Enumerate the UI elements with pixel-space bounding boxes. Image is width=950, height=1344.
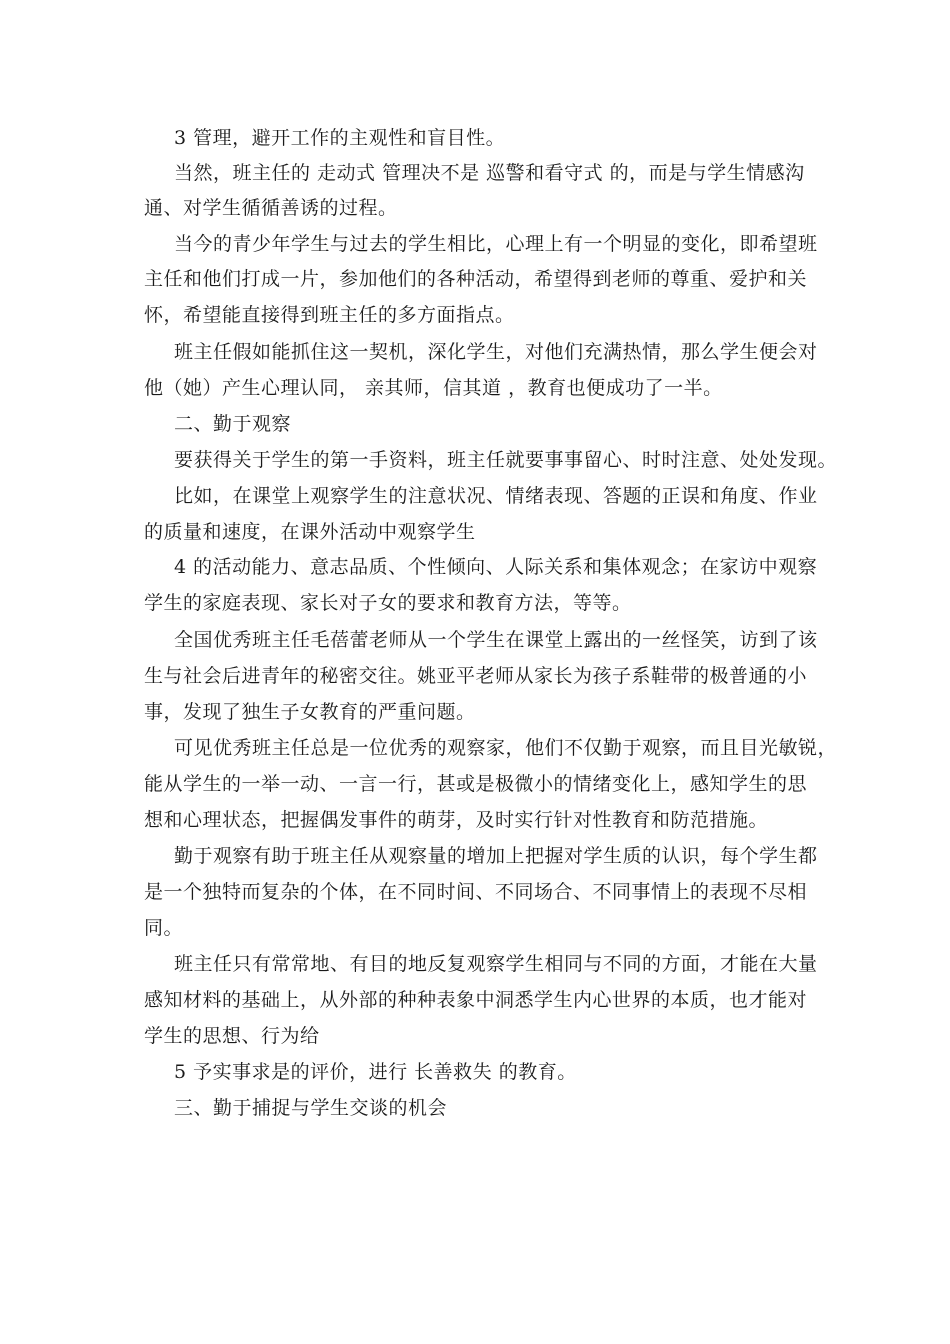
text-line: 当今的青少年学生与过去的学生相比，心理上有一个明显的变化，即希望班 bbox=[174, 233, 818, 255]
text-line: 他（她）产生心理认同， 亲其师，信其道 ，教育也便成功了一半。 bbox=[144, 377, 723, 399]
text-line: 4 的活动能力、意志品质、个性倾向、人际关系和集体观念；在家访中观察 bbox=[174, 556, 818, 578]
text-line: 勤于观察有助于班主任从观察量的增加上把握对学生质的认识，每个学生都 bbox=[174, 845, 818, 867]
section-heading: 二、勤于观察 bbox=[174, 413, 292, 435]
text-line: 生与社会后进青年的秘密交往。姚亚平老师从家长为孩子系鞋带的极普通的小 bbox=[144, 665, 808, 687]
text-line: 学生的思想、行为给 bbox=[144, 1025, 320, 1047]
text-line: 的质量和速度，在课外活动中观察学生 bbox=[144, 521, 476, 543]
text-line: 是一个独特而复杂的个体，在不同时间、不同场合、不同事情上的表现不尽相 bbox=[144, 881, 808, 903]
text-line: 比如，在课堂上观察学生的注意状况、情绪表现、答题的正误和角度、作业 bbox=[174, 485, 818, 507]
section-heading: 三、勤于捕捉与学生交谈的机会 bbox=[174, 1097, 448, 1119]
text-line: 3 管理，避开工作的主观性和盲目性。 bbox=[174, 127, 506, 149]
text-line: 当然，班主任的 走动式 管理决不是 巡警和看守式 的，而是与学生情感沟 bbox=[174, 162, 805, 184]
text-line: 全国优秀班主任毛蓓蕾老师从一个学生在课堂上露出的一丝怪笑，访到了该 bbox=[174, 629, 818, 651]
text-line: 5 予实事求是的评价，进行 长善救失 的教育。 bbox=[174, 1061, 577, 1083]
text-line: 能从学生的一举一动、一言一行，甚或是极微小的情绪变化上，感知学生的思 bbox=[144, 773, 808, 795]
text-line: 感知材料的基础上，从外部的种种表象中洞悉学生内心世界的本质，也才能对 bbox=[144, 989, 808, 1011]
text-line: 班主任只有常常地、有目的地反复观察学生相同与不同的方面，才能在大量 bbox=[174, 953, 818, 975]
text-line: 同。 bbox=[144, 917, 184, 939]
text-line: 事，发现了独生子女教育的严重问题。 bbox=[144, 701, 476, 723]
text-line: 怀，希望能直接得到班主任的多方面指点。 bbox=[144, 304, 515, 326]
text-line: 学生的家庭表现、家长对子女的要求和教育方法，等等。 bbox=[144, 592, 632, 614]
text-line: 班主任假如能抓住这一契机，深化学生，对他们充满热情，那么学生便会对 bbox=[174, 341, 818, 363]
text-line: 要获得关于学生的第一手资料，班主任就要事事留心、时时注意、处处发现。 bbox=[174, 449, 838, 471]
text-line: 想和心理状态，把握偶发事件的萌芽，及时实行针对性教育和防范措施。 bbox=[144, 809, 769, 831]
text-line: 主任和他们打成一片，参加他们的各种活动，希望得到老师的尊重、爱护和关 bbox=[144, 268, 808, 290]
text-line: 可见优秀班主任总是一位优秀的观察家，他们不仅勤于观察，而且目光敏锐， bbox=[174, 737, 838, 759]
text-line: 通、对学生循循善诱的过程。 bbox=[144, 197, 398, 219]
